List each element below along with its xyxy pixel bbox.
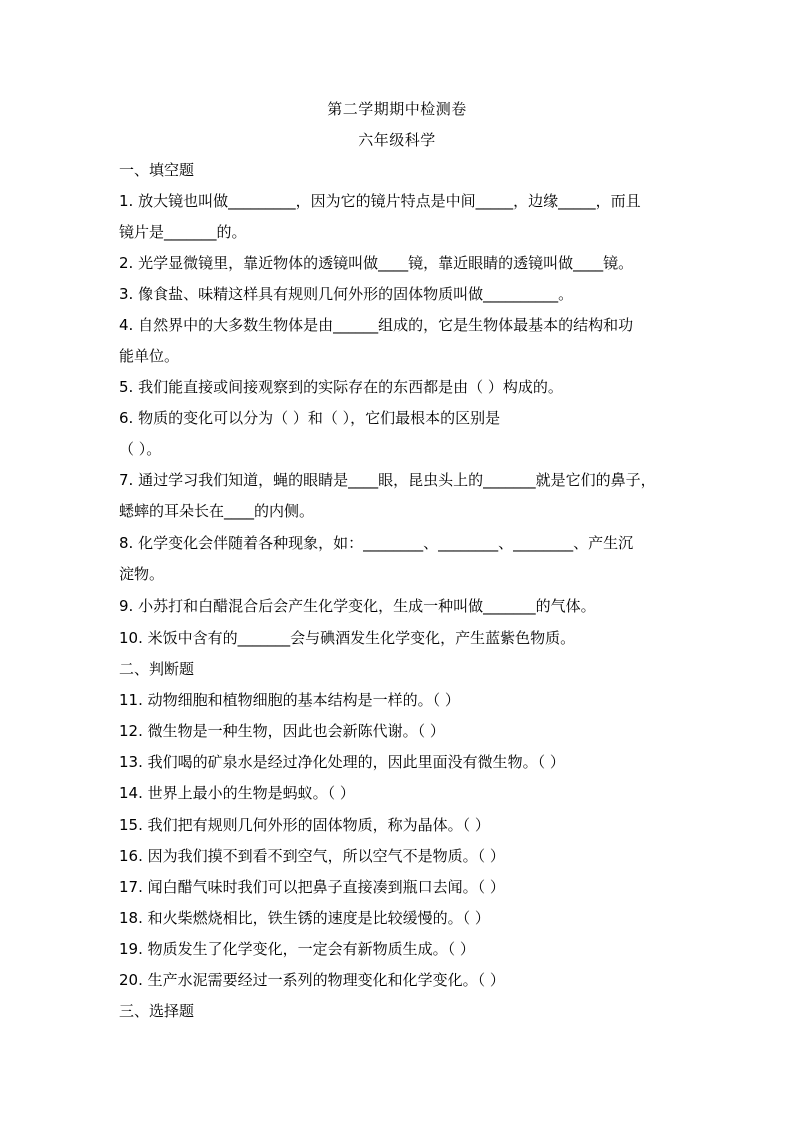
fill-question-line: 能单位。	[119, 347, 180, 365]
fill-question-line: 3. 像食盐、味精这样具有规则几何外形的固体物质叫做__________。	[119, 285, 574, 303]
fill-question-line: 蟋蟀的耳朵长在____的内侧。	[119, 502, 315, 520]
section-heading-choice: 三、选择题	[119, 1002, 195, 1020]
judge-question-line: 16. 因为我们摸不到看不到空气，所以空气不是物质。（ ）	[119, 847, 505, 865]
judge-question-line: 18. 和火柴燃烧相比，铁生锈的速度是比较缓慢的。（ ）	[119, 909, 490, 927]
fill-question-line: 9. 小苏打和白醋混合后会产生化学变化，生成一种叫做_______的气体。	[119, 597, 596, 615]
judge-question-line: 15. 我们把有规则几何外形的固体物质，称为晶体。（ ）	[119, 816, 490, 834]
fill-question-line: 10. 米饭中含有的_______会与碘酒发生化学变化，产生蓝紫色物质。	[119, 629, 576, 647]
fill-question-line: 1. 放大镜也叫做_________，因为它的镜片特点是中间_____，边缘_____，而且	[119, 192, 641, 210]
section-heading-fill: 一、填空题	[119, 161, 195, 179]
section-heading-judge: 二、判断题	[119, 660, 195, 678]
judge-question-line: 17. 闻白醋气味时我们可以把鼻子直接凑到瓶口去闻。（ ）	[119, 878, 505, 896]
fill-question-line: 6. 物质的变化可以分为（ ）和（ ），它们最根本的区别是	[119, 409, 501, 427]
judge-question-line: 11. 动物细胞和植物细胞的基本结构是一样的。（ ）	[119, 691, 460, 709]
fill-question-line: （ ）。	[119, 440, 162, 458]
judge-question-line: 14. 世界上最小的生物是蚂蚁。（ ）	[119, 784, 355, 802]
judge-question-line: 13. 我们喝的矿泉水是经过净化处理的，因此里面没有微生物。（ ）	[119, 753, 565, 771]
fill-question-line: 淀物。	[119, 565, 165, 583]
exam-subtitle: 六年级科学	[358, 131, 436, 149]
fill-question-line: 镜片是_______的。	[119, 223, 247, 241]
judge-question-line: 20. 生产水泥需要经过一系列的物理变化和化学变化。（ ）	[119, 971, 505, 989]
fill-question-line: 4. 自然界中的大多数生物体是由______组成的，它是生物体最基本的结构和功	[119, 316, 634, 334]
fill-question-line: 5. 我们能直接或间接观察到的实际存在的东西都是由（ ）构成的。	[119, 378, 563, 396]
judge-question-line: 12. 微生物是一种生物，因此也会新陈代谢。（ ）	[119, 722, 445, 740]
judge-question-line: 19. 物质发生了化学变化，一定会有新物质生成。（ ）	[119, 940, 475, 958]
fill-question-line: 7. 通过学习我们知道，蝇的眼睛是____眼，昆虫头上的_______就是它们的鼻子，	[119, 471, 656, 489]
fill-question-line: 2. 光学显微镜里，靠近物体的透镜叫做____镜，靠近眼睛的透镜叫做____镜。	[119, 254, 634, 272]
fill-question-line: 8. 化学变化会伴随着各种现象，如：________、________、________、产生沉	[119, 534, 634, 552]
exam-title: 第二学期期中检测卷	[327, 100, 467, 118]
